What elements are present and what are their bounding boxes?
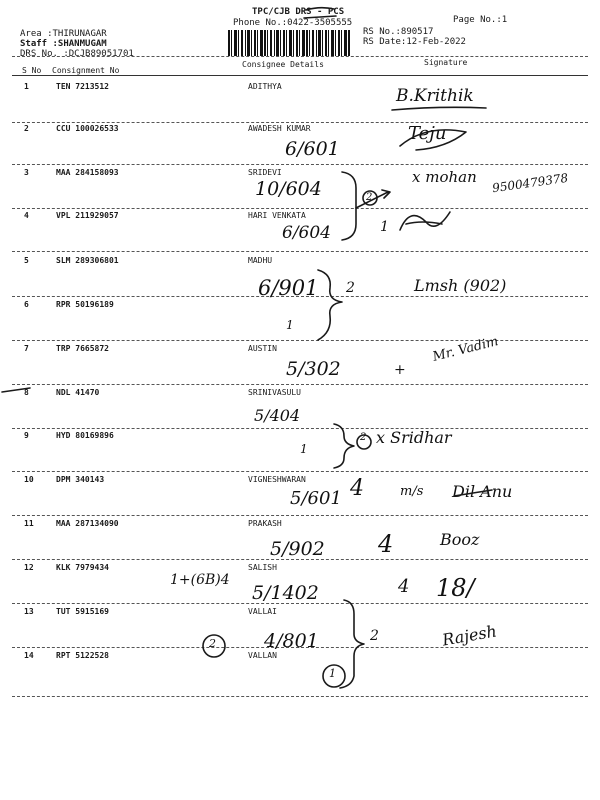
row-consignee-name: VIGNESHWARAN <box>248 475 306 484</box>
area: Area :THIRUNAGAR <box>20 29 107 39</box>
mark-row-5: 2 <box>346 280 355 296</box>
row-consignment-no: TRP 7665872 <box>56 344 109 353</box>
row-consignment-no: RPT 5122528 <box>56 651 109 660</box>
signature-row-11: Booz <box>440 530 480 549</box>
note-row-10: m/s <box>400 484 424 499</box>
row-separator <box>12 384 588 385</box>
row-consignment-no: RPR 50196189 <box>56 300 114 309</box>
mark-row-10: 4 <box>350 476 364 501</box>
signature-row-1: B.Krithik <box>396 86 474 106</box>
row-consignment-no: CCU 100026533 <box>56 124 119 133</box>
drs-number: DRS No. :DCJB89051701 <box>20 49 134 59</box>
signature-row-2: Teju <box>408 123 447 144</box>
row-consignment-no: MAA 287134090 <box>56 519 119 528</box>
circle-mark-row-13-text: 2 <box>209 637 216 650</box>
mark-row-6: 1 <box>286 318 294 332</box>
row-consignment-no: KLK 7979434 <box>56 563 109 572</box>
row-consignee-name: SALISH <box>248 563 277 572</box>
row-consignment-no: NDL 41470 <box>56 388 100 397</box>
row-consignment-no: DPM 340143 <box>56 475 105 484</box>
flat-number-row-11: 5/902 <box>270 538 325 560</box>
signature-row-9: x Sridhar <box>376 428 452 447</box>
flat-number-row-2: 6/601 <box>285 138 340 160</box>
row-consignee-name: VALLAI <box>248 607 277 616</box>
report-title: TPC/CJB DRS - PCS <box>252 7 345 17</box>
row-consignee-name: AWADESH KUMAR <box>248 124 311 133</box>
row-consignee-name: AUSTIN <box>248 344 277 353</box>
margin-mark <box>0 380 40 400</box>
page-number: Page No.:1 <box>453 15 508 25</box>
header-rule <box>12 75 588 76</box>
mark-row-3: 2 <box>366 192 373 203</box>
row-separator <box>12 471 588 472</box>
row-sno: 13 <box>24 607 34 616</box>
row-consignment-no: VPL 211929057 <box>56 211 119 220</box>
row-sno: 10 <box>24 475 34 484</box>
note-row-3: x mohan <box>412 168 477 186</box>
flat-number-row-8: 5/404 <box>254 406 301 425</box>
row-separator <box>12 340 588 341</box>
signature-row-7: Mr. Vadim <box>431 334 500 365</box>
phone-note-row-3: 9500479378 <box>491 170 569 196</box>
row-consignee-name: SRIDEVI <box>248 168 282 177</box>
flat-number-row-10: 5/601 <box>290 488 342 509</box>
row-separator <box>12 515 588 516</box>
row-separator <box>12 208 588 209</box>
signature-row-5: Lmsh (902) <box>414 276 507 295</box>
mark-row-9a: 1 <box>300 442 308 456</box>
rs-date: RS Date:12-Feb-2022 <box>363 37 466 47</box>
flat-number-row-5: 6/901 <box>258 276 319 300</box>
flat-number-row-4: 6/604 <box>282 223 331 243</box>
signature-row-13: Rajesh <box>440 621 499 650</box>
mark-row-7: + <box>394 362 406 378</box>
row-consignment-no: SLM 289306801 <box>56 256 119 265</box>
flat-number-row-13: 4/801 <box>264 630 319 652</box>
flat-number-row-12: 5/1402 <box>252 582 319 604</box>
phone-number: Phone No.:0422-3505555 <box>233 18 353 28</box>
row-sno: 1 <box>24 82 29 91</box>
row-sno: 11 <box>24 519 34 528</box>
row-separator <box>12 428 588 429</box>
row-consignee-name: SRINIVASULU <box>248 388 301 397</box>
brace-mark <box>312 266 362 346</box>
row-consignee-name: MADHU <box>248 256 273 265</box>
flat-number-row-3: 10/604 <box>255 178 322 200</box>
row-consignee-name: PRAKASH <box>248 519 282 528</box>
row-sno: 14 <box>24 651 34 660</box>
signature-row-12: 18/ <box>436 574 475 602</box>
staff: Staff :SHANMUGAM <box>20 39 107 49</box>
row-sno: 5 <box>24 256 29 265</box>
mark-row-13: 2 <box>370 628 379 644</box>
row-sno: 7 <box>24 344 29 353</box>
row-sno: 12 <box>24 563 34 572</box>
signature-row-4 <box>396 204 456 240</box>
col-consignment-header: Consignment No <box>52 66 120 75</box>
note-row-12: 1+(6B)4 <box>170 572 230 588</box>
col-sno-header: S No <box>22 66 42 75</box>
row-separator <box>12 164 588 165</box>
row-sno: 2 <box>24 124 29 133</box>
row-sno: 4 <box>24 211 29 220</box>
row-sno: 9 <box>24 431 29 440</box>
row-sno: 6 <box>24 300 29 309</box>
row-consignee-name: ADITHYA <box>248 82 282 91</box>
mark-row-12: 4 <box>398 576 410 597</box>
brace-mark <box>338 168 398 246</box>
row-separator <box>12 251 588 252</box>
table-bottom-line <box>12 696 588 697</box>
row-separator <box>12 122 588 123</box>
separator-line <box>12 56 588 57</box>
signature-row-10: Dil Anu <box>452 482 513 501</box>
row-consignment-no: MAA 284158093 <box>56 168 119 177</box>
mark-row-4: 1 <box>380 219 389 235</box>
row-consignee-name: VALLAN <box>248 651 277 660</box>
row-consignment-no: TEN 7213512 <box>56 82 109 91</box>
flat-number-row-7: 5/302 <box>286 358 341 380</box>
barcode-image <box>228 30 350 56</box>
brace-mark <box>328 420 374 472</box>
col-signature-header: Signature <box>424 58 468 67</box>
rs-number: RS No.:890517 <box>363 27 434 37</box>
row-consignment-no: HYD 80169896 <box>56 431 114 440</box>
row-sno: 8 <box>24 388 29 397</box>
strike-mark <box>452 482 522 504</box>
row-consignee-name: HARI VENKATA <box>248 211 306 220</box>
circle-mark-row-14-text: 1 <box>329 667 336 680</box>
signature-scribble <box>396 118 476 154</box>
col-consignee-header: Consignee Details <box>242 60 324 69</box>
mark-row-11: 4 <box>378 530 394 558</box>
signature-underline <box>390 104 490 114</box>
mark-row-9b: 2 <box>360 432 367 443</box>
row-consignment-no: TUT 5915169 <box>56 607 109 616</box>
row-sno: 3 <box>24 168 29 177</box>
